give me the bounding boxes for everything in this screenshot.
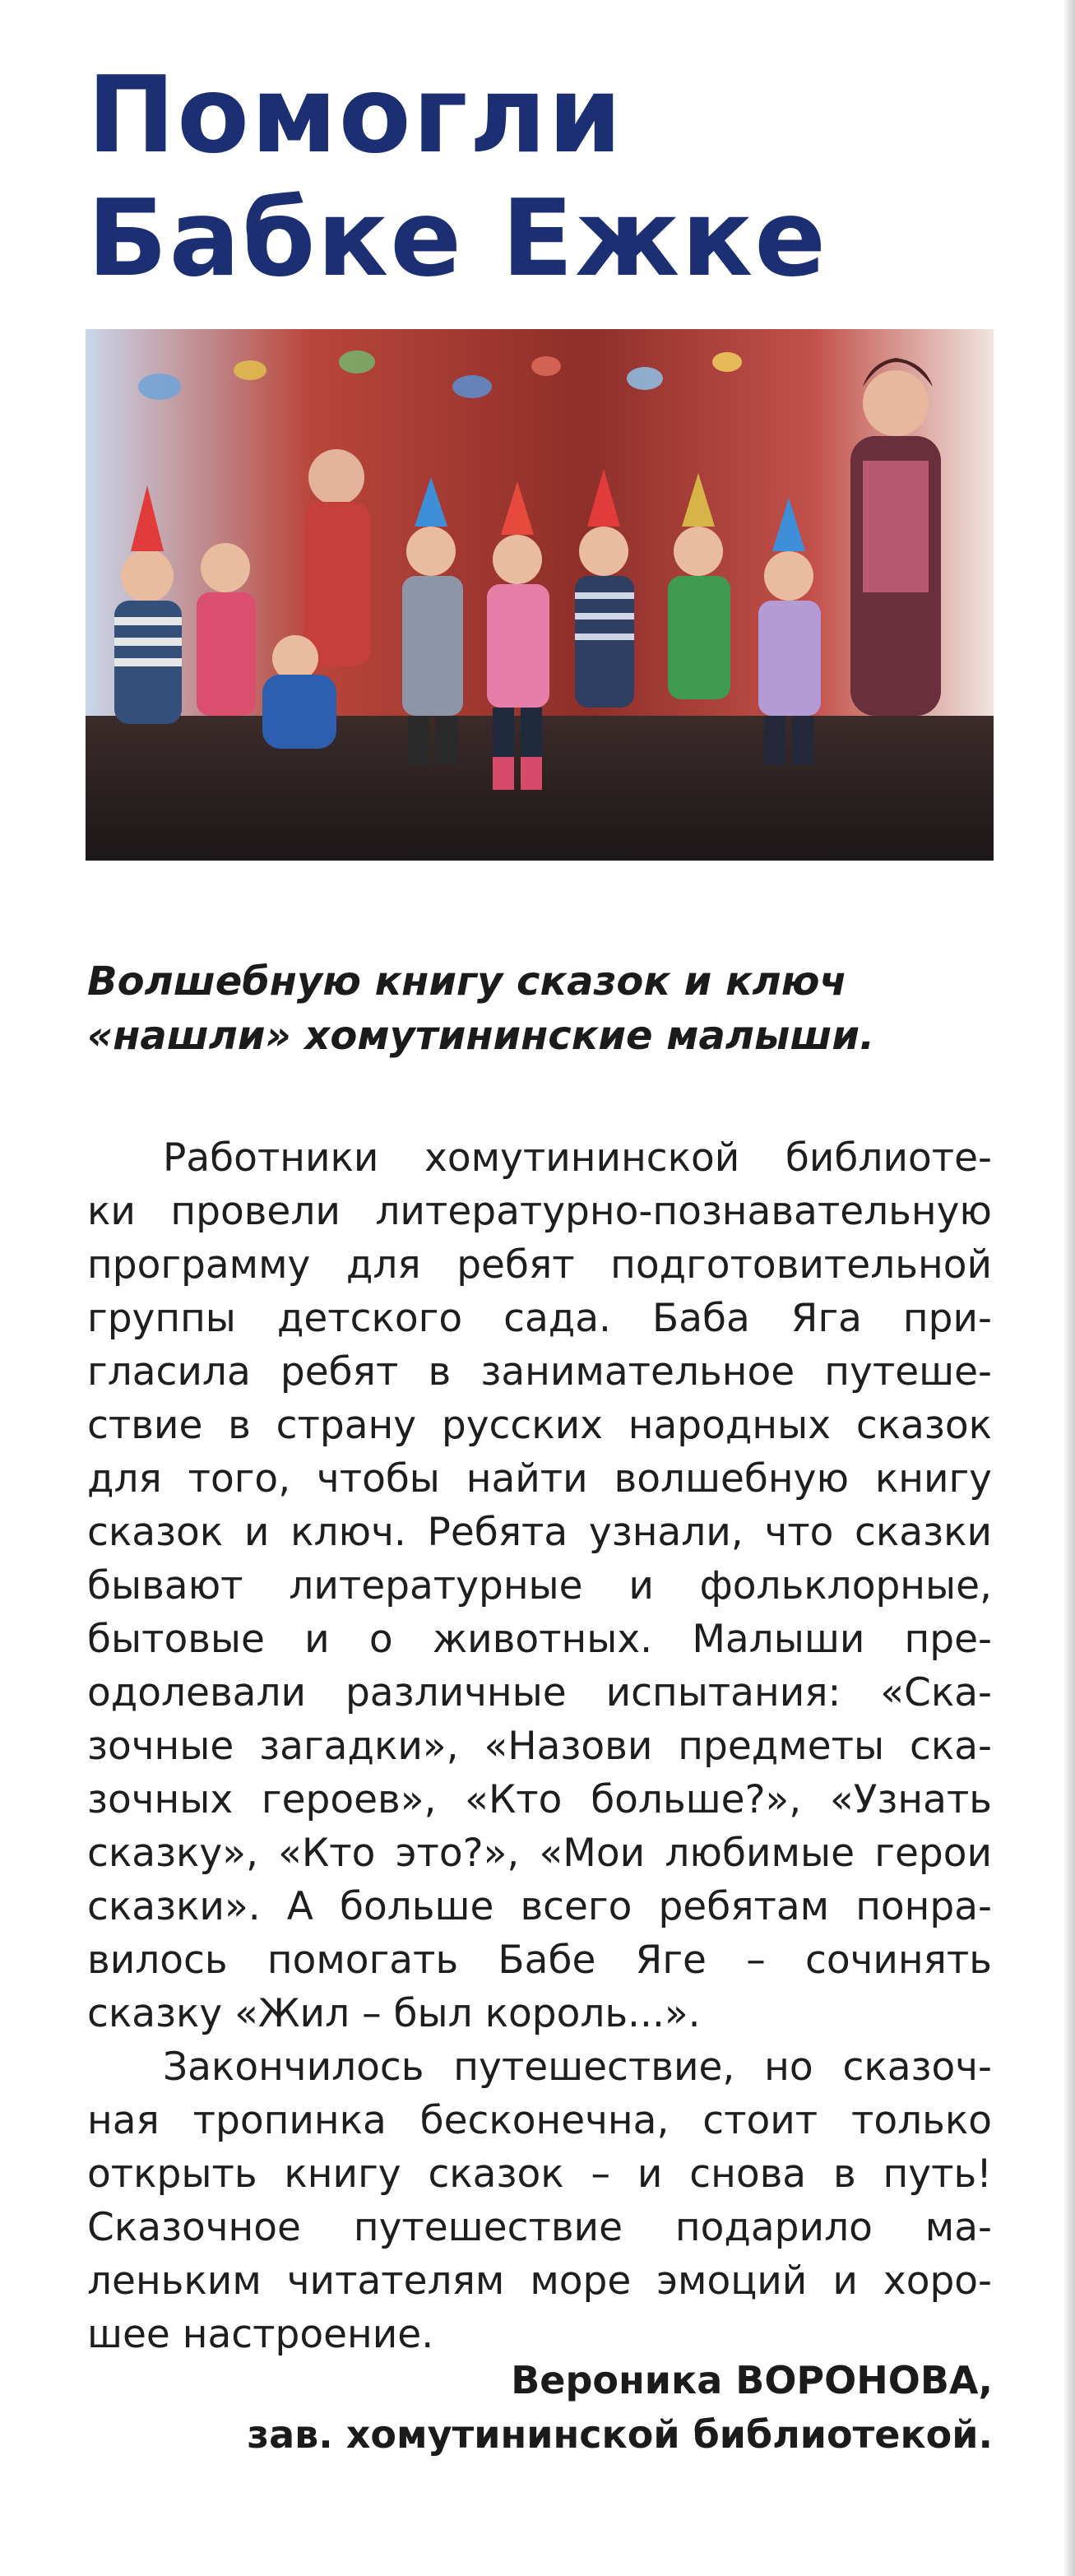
- lead-line-2: «нашли» хомутининские малыши.: [87, 1013, 875, 1059]
- page-edge-rule: [1063, 0, 1075, 2576]
- headline-line-2: Бабке Ежке: [87, 178, 828, 300]
- article-lead: [87, 954, 992, 1063]
- paragraph-1-line: Работники хомутининской библиоте-: [163, 1135, 992, 1181]
- article-photo: [86, 329, 994, 861]
- paragraph-1-line: сказку «Жил – был король...».: [87, 1991, 701, 2036]
- paragraph-1-line: гласила ребят в занимательное путеше-: [87, 1349, 992, 1395]
- paragraph-1-line: одолевали различные испытания: «Ска-: [87, 1670, 992, 1715]
- article-headline: [87, 54, 827, 301]
- paragraph-2-line: шее настроение.: [87, 2312, 434, 2357]
- paragraph-2-line: Сказочное путешествие подарило ма-: [87, 2205, 992, 2250]
- paragraph-1-line: зочные загадки», «Назови предметы ска-: [87, 1724, 992, 1769]
- paragraph-1-line: сказку», «Кто это?», «Мои любимые герои: [87, 1831, 992, 1876]
- paragraph-1: [87, 1131, 992, 2040]
- author-position: зав. хомутининской библиотекой.: [247, 2412, 993, 2457]
- author-signature: [247, 2353, 993, 2462]
- paragraph-1-line: сказок и ключ. Ребята узнали, что сказки: [87, 1510, 992, 1555]
- paragraph-2: [87, 2040, 992, 2361]
- lead-line-1: Волшебную книгу сказок и ключ: [87, 958, 847, 1005]
- paragraph-1-line: вилось помогать Бабе Яге – сочинять: [87, 1938, 992, 1983]
- paragraph-2-line: ная тропинка бесконечна, стоит только: [87, 2098, 992, 2143]
- paragraph-1-line: ки провели литературно-познавательную: [87, 1189, 992, 1234]
- article-body: [87, 1131, 992, 2361]
- paragraph-1-line: зочных героев», «Кто больше?», «Узнать: [87, 1777, 992, 1822]
- group-photo-illustration: [86, 329, 994, 861]
- paragraph-1-line: сказки». А больше всего ребятам понра-: [87, 1884, 992, 1929]
- headline-line-1: Помогли: [87, 54, 623, 177]
- paragraph-1-line: группы детского сада. Баба Яга при-: [87, 1296, 992, 1341]
- paragraph-1-line: программу для ребят подготовительной: [87, 1242, 992, 1288]
- paragraph-1-line: бывают литературные и фольклорные,: [87, 1563, 992, 1608]
- paragraph-1-line: для того, чтобы найти волшебную книгу: [87, 1456, 992, 1502]
- paragraph-2-line: Закончилось путешествие, но сказоч-: [163, 2045, 992, 2090]
- paragraph-2-line: леньким читателям море эмоций и хоро-: [87, 2258, 992, 2304]
- author-name: Вероника ВОРОНОВА,: [511, 2358, 993, 2402]
- paragraph-1-line: ствие в страну русских народных сказок: [87, 1403, 992, 1448]
- paragraph-2-line: открыть книгу сказок – и снова в путь!: [87, 2151, 992, 2197]
- paragraph-1-line: бытовые и о животных. Малыши пре-: [87, 1617, 992, 1662]
